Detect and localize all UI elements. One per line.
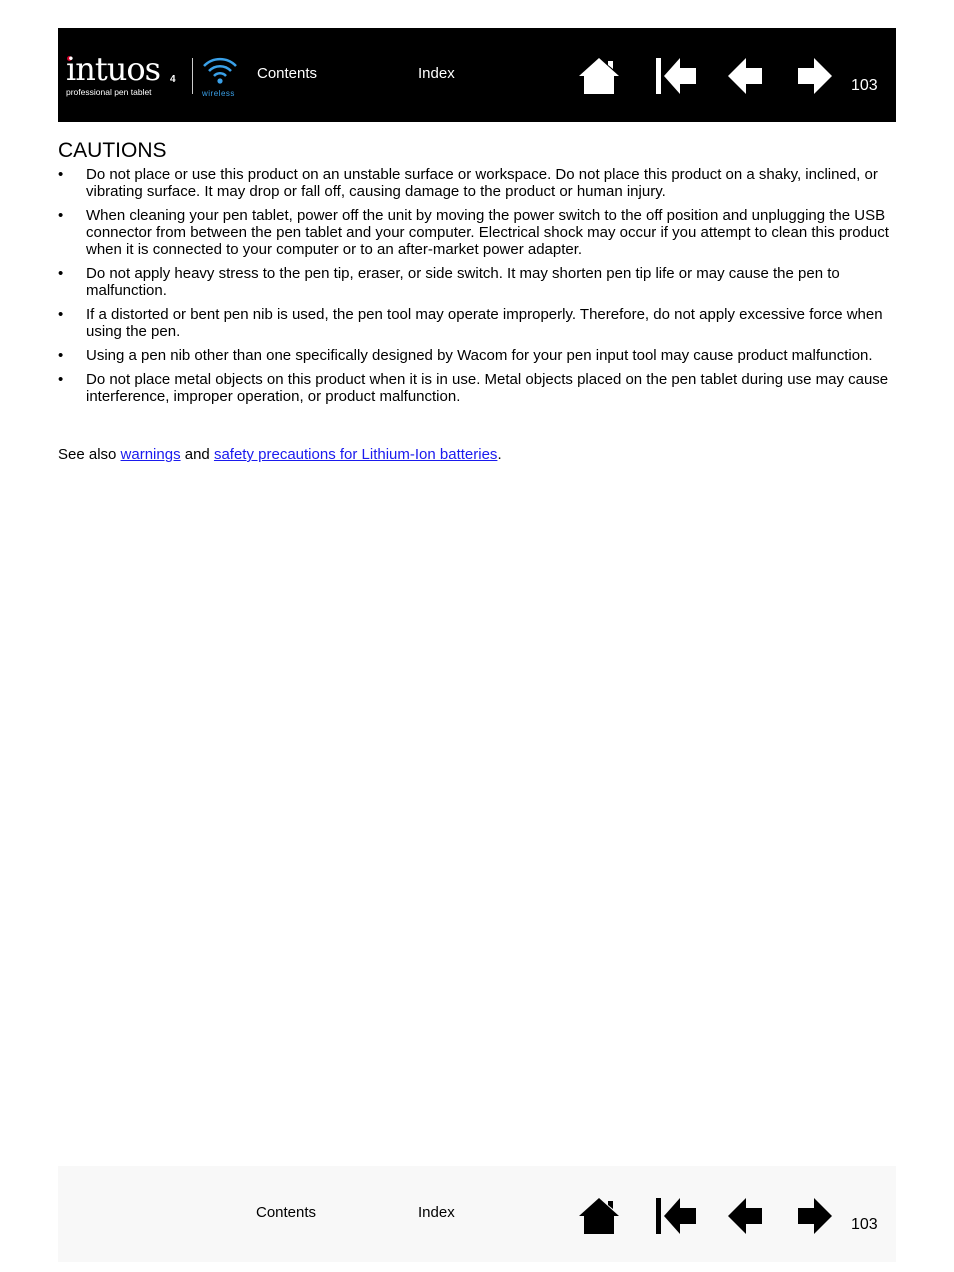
caution-text: If a distorted or bent pen nib is used, the pen tool may operate improperly. Therefore, do not apply excessive force when using the pen. — [86, 306, 883, 340]
previous-page-icon[interactable] — [726, 1196, 764, 1241]
logo-brand: intuos — [66, 50, 160, 88]
caution-text: Do not place metal objects on this product when it is in use. Metal objects placed on the pen tablet during use may cause interference, improper operation, or product malfunction. — [86, 371, 889, 405]
logo-variant: wireless — [202, 89, 235, 98]
list-item — [58, 265, 896, 299]
contents-link[interactable]: Contents — [257, 65, 318, 82]
cautions-list — [58, 166, 896, 412]
section-title: CAUTIONS — [58, 139, 167, 162]
index-link[interactable]: Index — [418, 65, 455, 82]
see-also-line — [58, 446, 502, 464]
bullet-marker: • — [58, 371, 64, 388]
footer-contents-link[interactable]: Contents — [256, 1204, 317, 1221]
home-icon[interactable] — [578, 1196, 620, 1241]
lithium-ion-safety-link[interactable]: safety precautions for Lithium-Ion batteries — [213, 446, 498, 463]
caution-text: Using a pen nib other than one specifically designed by Wacom for your pen input tool may cause product malfunction. — [86, 347, 873, 364]
logo-separator — [192, 58, 193, 94]
bullet-marker: • — [58, 347, 64, 364]
footer-index-link[interactable]: Index — [418, 1204, 455, 1221]
list-item — [58, 166, 896, 200]
bullet-marker: • — [58, 207, 64, 224]
bottom-nav-bar — [58, 1166, 896, 1262]
next-page-icon[interactable] — [796, 56, 834, 101]
list-item — [58, 371, 896, 405]
see-also-suffix: . — [497, 446, 502, 463]
bullet-marker: • — [58, 166, 64, 183]
first-page-icon[interactable] — [654, 56, 698, 101]
footer-page-number: 103 — [851, 1216, 878, 1233]
bullet-marker: • — [58, 265, 64, 282]
intuos4-logo — [66, 50, 236, 104]
logo-tagline: professional pen tablet — [66, 87, 152, 97]
next-page-icon[interactable] — [796, 1196, 834, 1241]
warnings-link[interactable]: warnings — [120, 446, 181, 463]
top-nav-bar — [58, 28, 896, 122]
caution-text: When cleaning your pen tablet, power off the unit by moving the power switch to the off position and unplugging the USB connector from between the pen tablet and your computer. Electrical shock may occur if you attempt to clean this product when it is connected to your computer or to an after-market power adapter. — [86, 207, 889, 258]
previous-page-icon[interactable] — [726, 56, 764, 101]
first-page-icon[interactable] — [654, 1196, 698, 1241]
see-also-middle: and — [180, 446, 214, 463]
page-number: 103 — [851, 77, 878, 94]
list-item — [58, 207, 896, 258]
list-item — [58, 347, 896, 364]
caution-text: Do not place or use this product on an unstable surface or workspace. Do not place this product on a shaky, inclined, or vibrating surface. It may drop or fall off, causing damage to the product or human injury. — [86, 166, 878, 200]
wireless-icon — [200, 54, 240, 86]
caution-text: Do not apply heavy stress to the pen tip, eraser, or side switch. It may shorten pen tip life or may cause the pen to malfunction. — [86, 265, 840, 299]
bullet-marker: • — [58, 306, 64, 323]
home-icon[interactable] — [578, 56, 620, 101]
logo-version: 4 — [170, 74, 176, 85]
list-item — [58, 306, 896, 340]
see-also-prefix: See also — [58, 446, 121, 463]
